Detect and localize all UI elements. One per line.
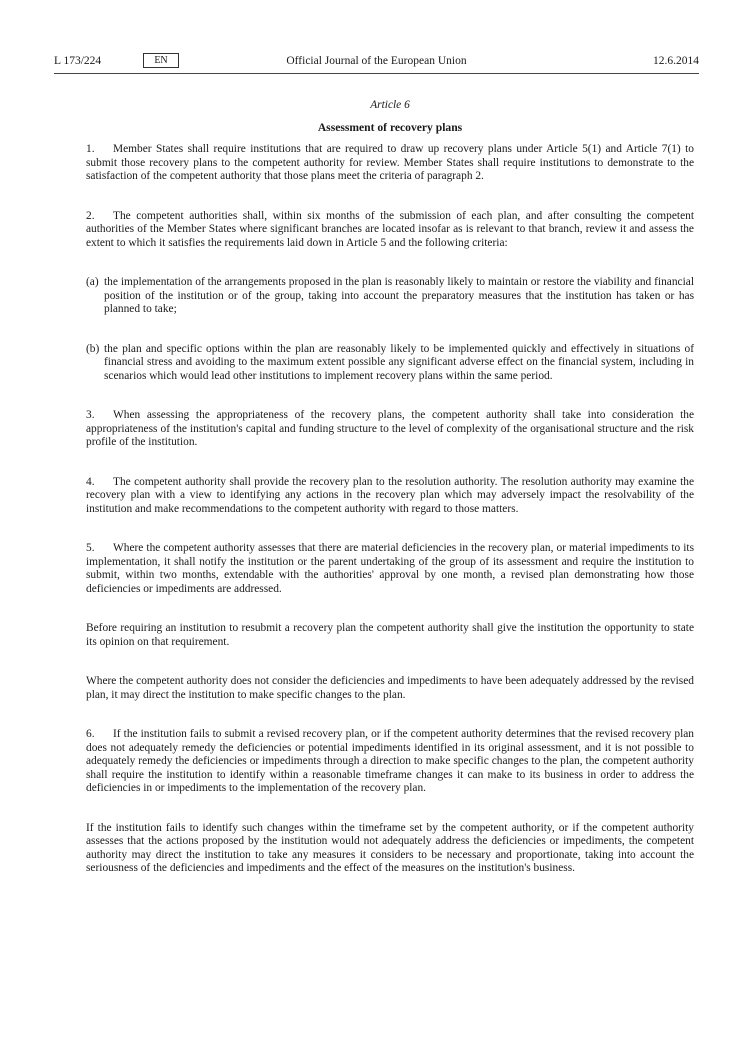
article-title: Assessment of recovery plans [317,120,463,134]
item-text: the implementation of the arrangements proposed in the plan is reasonably likely to maintain or restore the viability and financial position of the institution or of the group, taking into account the preparatory measures that the institution has taken or has planned to take; [104,276,694,315]
paragraph-text: When assessing the appropriateness of the recovery plans, the competent authority shall take into consideration the appropriateness of the institution's capital and funding structure to the level of complexity of the organisational structure and the risk profile of the institution. [86,409,694,448]
paragraph-6-subparagraph-2: If the institution fails to identify such changes within the timeframe set by the competent authority, or if the competent authority assesses that the actions proposed by the institution would not adequately address the deficiencies or impediments, the competent authority may direct the institution to take any measures it considers to be necessary and proportionate, taking into account the seriousness of the deficiencies and impediments and the effect of the measures on the institution's business. [86,821,694,874]
paragraph-2 [86,210,694,251]
paragraph-5-subparagraph-2: Before requiring an institution to resubmit a recovery plan the competent authority shall give the institution the opportunity to state its opinion on that requirement. [86,622,694,648]
paragraph-5-subparagraph-3: Where the competent authority does not consider the deficiencies and impediments to have been adequately addressed by the revised plan, it may direct the institution to make specific changes to the plan. [86,675,694,701]
paragraph-number: 6. [86,728,95,740]
paragraph-3 [86,409,694,450]
paragraph-text: The competent authority shall provide the recovery plan to the resolution authority. The resolution authority may examine the recovery plan with a view to identifying any actions in the recovery plan which may adversely impact the resolvability of the institution and make recommendations to the competent authority with regard to those matters. [86,475,694,515]
paragraph-number: 5. [86,542,95,554]
article-body [86,99,694,876]
language-badge: EN [143,53,179,68]
item-label: (a) [86,276,99,288]
item-text: the plan and specific options within the plan are reasonably likely to be implemented quickly and effectively in situations of financial stress and avoiding to the maximum extent possible any significant adverse effect on the financial system, including in scenarios which would lead other institutions to implement recovery plans within the same period. [104,342,694,382]
paragraph-text: Where the competent authority assesses that there are material deficiencies in the recovery plan, or material impediments to its implementation, it shall notify the institution or the parent undertaking of the group of its assessment and require the institution to submit, within two months, extendable with the authorities' approval by one month, a revised plan demonstrating how those deficiencies or impediments are addressed. [86,542,694,595]
page-reference: L 173/224 [54,55,102,67]
page-header [54,53,699,71]
paragraph-number: 4. [86,475,95,488]
paragraph-4 [86,476,694,517]
paragraph-text: If the institution fails to submit a revised recovery plan, or if the competent authority determines that the revised recovery plan does not adequately remedy the deficiencies or potential impediments identified in its original assessment, and it is not possible to adequately remedy the deficiencies or impediments through a direction to make specific changes to the plan, the competent authority shall require the institution to identify within a reasonable timeframe changes it can make to its business in order to address the deficiencies in or impediments to the implementation of the recovery plan. [86,728,694,794]
article-number: Article 6 [370,99,410,111]
paragraph-6 [86,728,694,796]
paragraph-number: 1. [86,143,95,155]
paragraph-number: 3. [86,409,95,421]
publication-date: 12.6.2014 [653,55,699,67]
item-label: (b) [86,342,100,355]
paragraph-number: 2. [86,209,95,222]
criterion-b [86,343,694,384]
paragraph-text: The competent authorities shall, within six months of the submission of each plan, and after consulting the competent authorities of the Member States where significant branches are located insofar as is relevant to that branch, review it and assess the extent to which it satisfies the requirements laid down in Article 5 and the following criteria: [86,209,694,249]
paragraph-5 [86,542,694,596]
criterion-a [86,276,694,317]
paragraph-1 [86,143,694,184]
paragraph-text: Member States shall require institutions that are required to draw up recovery plans under Article 5(1) and Article 7(1) to submit those recovery plans to the competent authority for review. Member States shall require institutions to demonstrate to the satisfaction of the competent authority that those plans meet the criteria of paragraph 2. [86,143,694,182]
journal-title: Official Journal of the European Union [286,55,467,67]
header-rule [54,73,699,74]
